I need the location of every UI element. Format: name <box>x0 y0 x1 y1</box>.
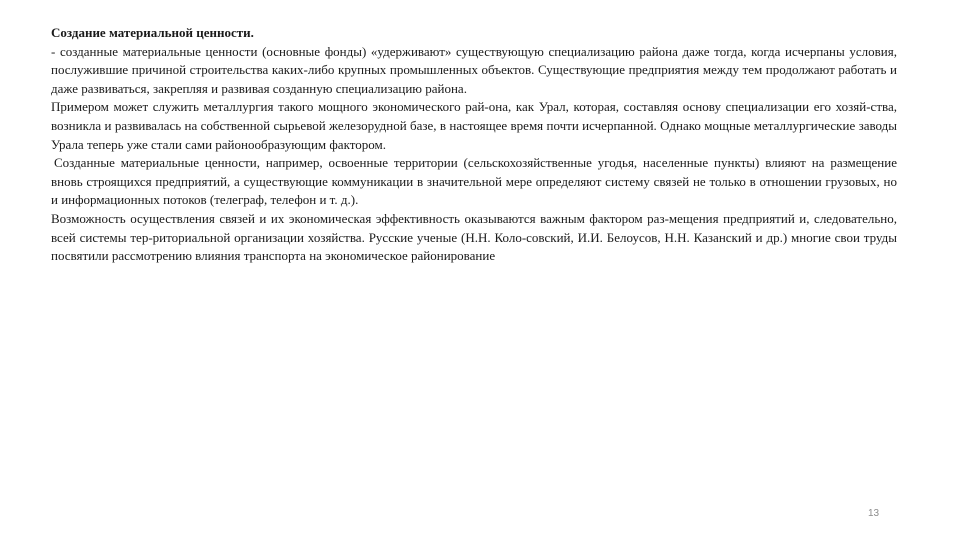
slide-title: Создание материальной ценности. <box>51 25 254 40</box>
paragraph-4: Возможность осуществления связей и их экономическая эффективность оказываются важным фактором раз-мещения предприятий и, следовательно, всей системы тер-риториальной организации хозяйства. Русские ученые (Н.Н. Коло-совский, И.И. Белоусов, Н.Н. Казанский и др.) многие свои труды посвятили рассмотрению влияния транспорта на экономическое районирование <box>51 210 897 264</box>
page-number: 13 <box>868 508 880 519</box>
slide-text-block <box>51 24 897 266</box>
paragraph-1: - созданные материальные ценности (основные фонды) «удерживают» существующую специализацию района даже тогда, когда исчерпаны условия, послужившие причиной строительства каких-либо крупных промышленных объектов. Существующие предприятия между тем продолжают работать и даже развиваться, закрепляя и развивая созданную специализацию района. <box>51 43 897 96</box>
paragraph-3: Созданные материальные ценности, например, освоенные территории (сельскохозяйственные угодья, населенные пункты) влияют на размещение вновь строящихся предприятий, а существующие коммуникации в значительной мере определяют систему связей не только в отношении грузовых, но и информационных потоков (телеграф, телефон и т. д.). <box>51 155 897 208</box>
paragraph-2: Примером может служить металлургия такого мощного экономического рай-она, как Урал, которая, составляя основу специализации его хозяй-ства, возникла и развивалась на собственной сырьевой железорудной базе, в настоящее время почти исчерпанной. Однако мощные металлургические заводы Урала теперь уже стали сами районообразующим фактором. <box>51 99 897 152</box>
